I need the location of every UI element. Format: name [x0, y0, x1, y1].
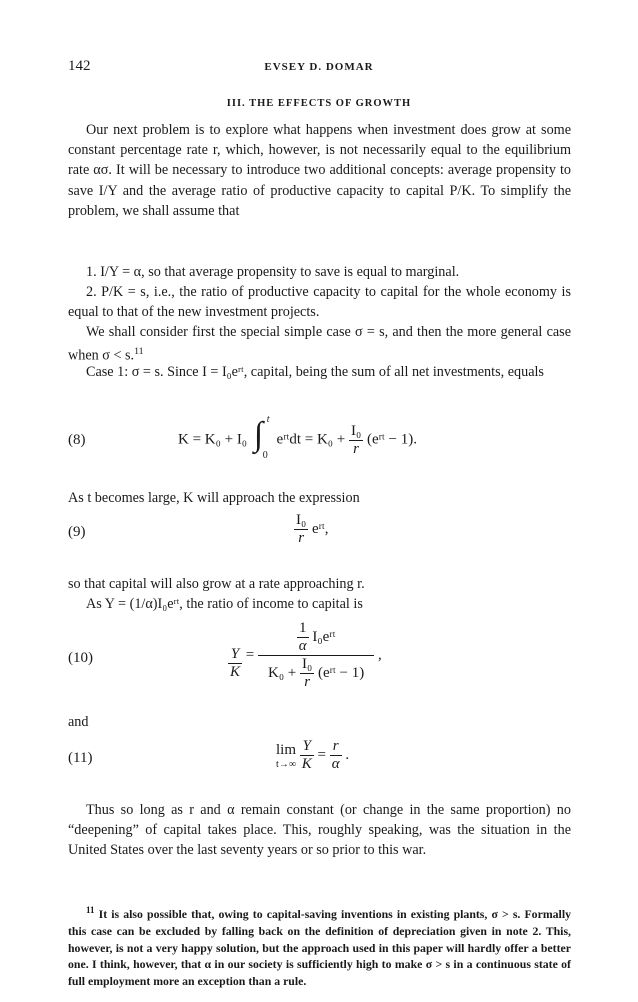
- fraction-denominator: α: [331, 756, 340, 772]
- fraction-denominator: r: [353, 440, 360, 457]
- equation-tail: (eʳᵗ − 1).: [366, 431, 417, 448]
- fraction-denominator: r: [298, 530, 305, 546]
- integral-sign: ∫ t 0: [253, 414, 270, 461]
- section-title: III. THE EFFECTS OF GROWTH: [226, 98, 412, 109]
- fraction-denominator: α: [298, 638, 307, 654]
- paragraph-growth-rate: so that capital will also grow at a rate approaching r.: [68, 576, 365, 592]
- footnote-ref: 11: [134, 346, 144, 358]
- paragraph-cases: [68, 322, 571, 366]
- equation-8: [68, 414, 571, 464]
- paragraph-deepening: Thus so long as r and α remain constant (or change in the same proportion) no “deepening” of capital takes place. This, roughly speaking, was the situation in the United States over the last seventy years or so prior to this war.: [68, 802, 571, 859]
- fraction-numerator: 1: [297, 620, 309, 638]
- equation-tail: eʳᵗ,: [311, 521, 329, 537]
- paragraph-intro: Our next problem is to explore what happens when investment does grow at some constant percentage rate r, which, however, is not necessarily equal to the equilibrium rate ασ. It will be necessary to introduce two additional concepts: average propensity to save I/Y and the average ratio of productive capacity to capital P/K. To simplify the problem, we shall assume that: [68, 122, 571, 219]
- equation-9: [68, 512, 571, 556]
- paragraph-case1: Case 1: σ = s. Since I = I₀eʳᵗ, capital, being the sum of all net investments, equals: [86, 364, 544, 380]
- fraction: [294, 512, 308, 547]
- fraction-denominator: K: [301, 756, 312, 772]
- rhs-denominator: [258, 656, 374, 691]
- limit: [276, 742, 296, 770]
- numerator-tail: I₀eʳᵗ: [312, 628, 336, 645]
- equation-body: [178, 414, 417, 461]
- integral-lower: 0: [262, 450, 268, 461]
- lhs-fraction: [228, 646, 242, 681]
- list-item-2: 2. P/K = s, i.e., the ratio of productive capacity to capital for the whole economy is equal to that of the new investment projects.: [68, 284, 571, 321]
- page-number: 142: [68, 58, 91, 74]
- list-item-1: 1. I/Y = α, so that average propensity to save is equal to marginal.: [86, 264, 460, 280]
- equation-number: (9): [68, 524, 86, 540]
- limit-label: lim: [276, 741, 297, 758]
- equation-body: [294, 512, 329, 547]
- fraction-numerator: r: [330, 738, 342, 756]
- fraction-numerator: I₀: [350, 422, 362, 439]
- fraction-denominator: r: [304, 674, 311, 690]
- equation-number: (10): [68, 650, 93, 666]
- fraction-denominator: K: [230, 664, 241, 680]
- equation-number: (8): [68, 432, 86, 448]
- rhs-numerator: [258, 620, 374, 656]
- lhs-fraction: [300, 738, 314, 773]
- fraction: [349, 423, 363, 458]
- footnote-number: 11: [86, 905, 95, 915]
- fraction-numerator: I₀: [302, 656, 313, 672]
- limit-subscript: t→∞: [276, 758, 296, 770]
- fraction-numerator: I₀: [296, 512, 307, 528]
- page-header: [68, 58, 570, 78]
- paragraph-cases-text: We shall consider first the special simple case σ = s, and then the more general case when σ < s.: [68, 324, 571, 364]
- fraction-numerator: Y: [228, 646, 242, 664]
- footnote: [68, 902, 571, 990]
- equation-number: (11): [68, 750, 93, 766]
- equation-end: .: [345, 747, 350, 763]
- equation-10: [68, 620, 571, 704]
- inner-fraction: [300, 656, 314, 691]
- rhs-fraction: [330, 738, 342, 773]
- rhs-fraction: [258, 620, 374, 691]
- paragraph-large-t: As t becomes large, K will approach the expression: [68, 490, 360, 506]
- footnote-text: It is also possible that, owing to capital-saving inventions in existing plants, σ > s. Formally this case can be excluded by falling back on the definition of depreciation given in note 2. This, however, is not a very happy solution, but the approach used in this paper will hardly offer a better one. I think, however, that α in our society is sufficiently high to make σ > s in a continuous state of full employment more an exception than a rule.: [68, 906, 571, 989]
- paragraph-and: and: [68, 714, 89, 730]
- equation-body: $\frac{Y}{K}$ = $\frac{1}{\alpha}$ I₀eʳᵗ K₀ + $\frac{\text{I₀}}{r}$ (eʳᵗ − 1) ,: [230, 620, 382, 690]
- equation-lhs: K = K₀ + I₀: [178, 431, 248, 448]
- fraction-numerator: Y: [300, 738, 314, 756]
- equation-body: lim t→∞ $\frac{Y}{K}$ = $\frac{r}{\alpha}$ .: [276, 738, 350, 772]
- denominator-tail: (eʳᵗ − 1): [318, 664, 365, 681]
- running-head: EVSEY D. DOMAR: [264, 61, 374, 73]
- integrand: eʳᵗdt = K₀ +: [276, 431, 346, 448]
- integral-upper: t: [266, 414, 270, 425]
- paragraph-ratio: As Y = (1/α)I₀eʳᵗ, the ratio of income to capital is: [86, 596, 363, 612]
- equation-11: [68, 738, 571, 786]
- inner-fraction: [297, 620, 309, 655]
- denominator-head: K₀ +: [267, 664, 297, 681]
- equation-end: ,: [378, 647, 382, 663]
